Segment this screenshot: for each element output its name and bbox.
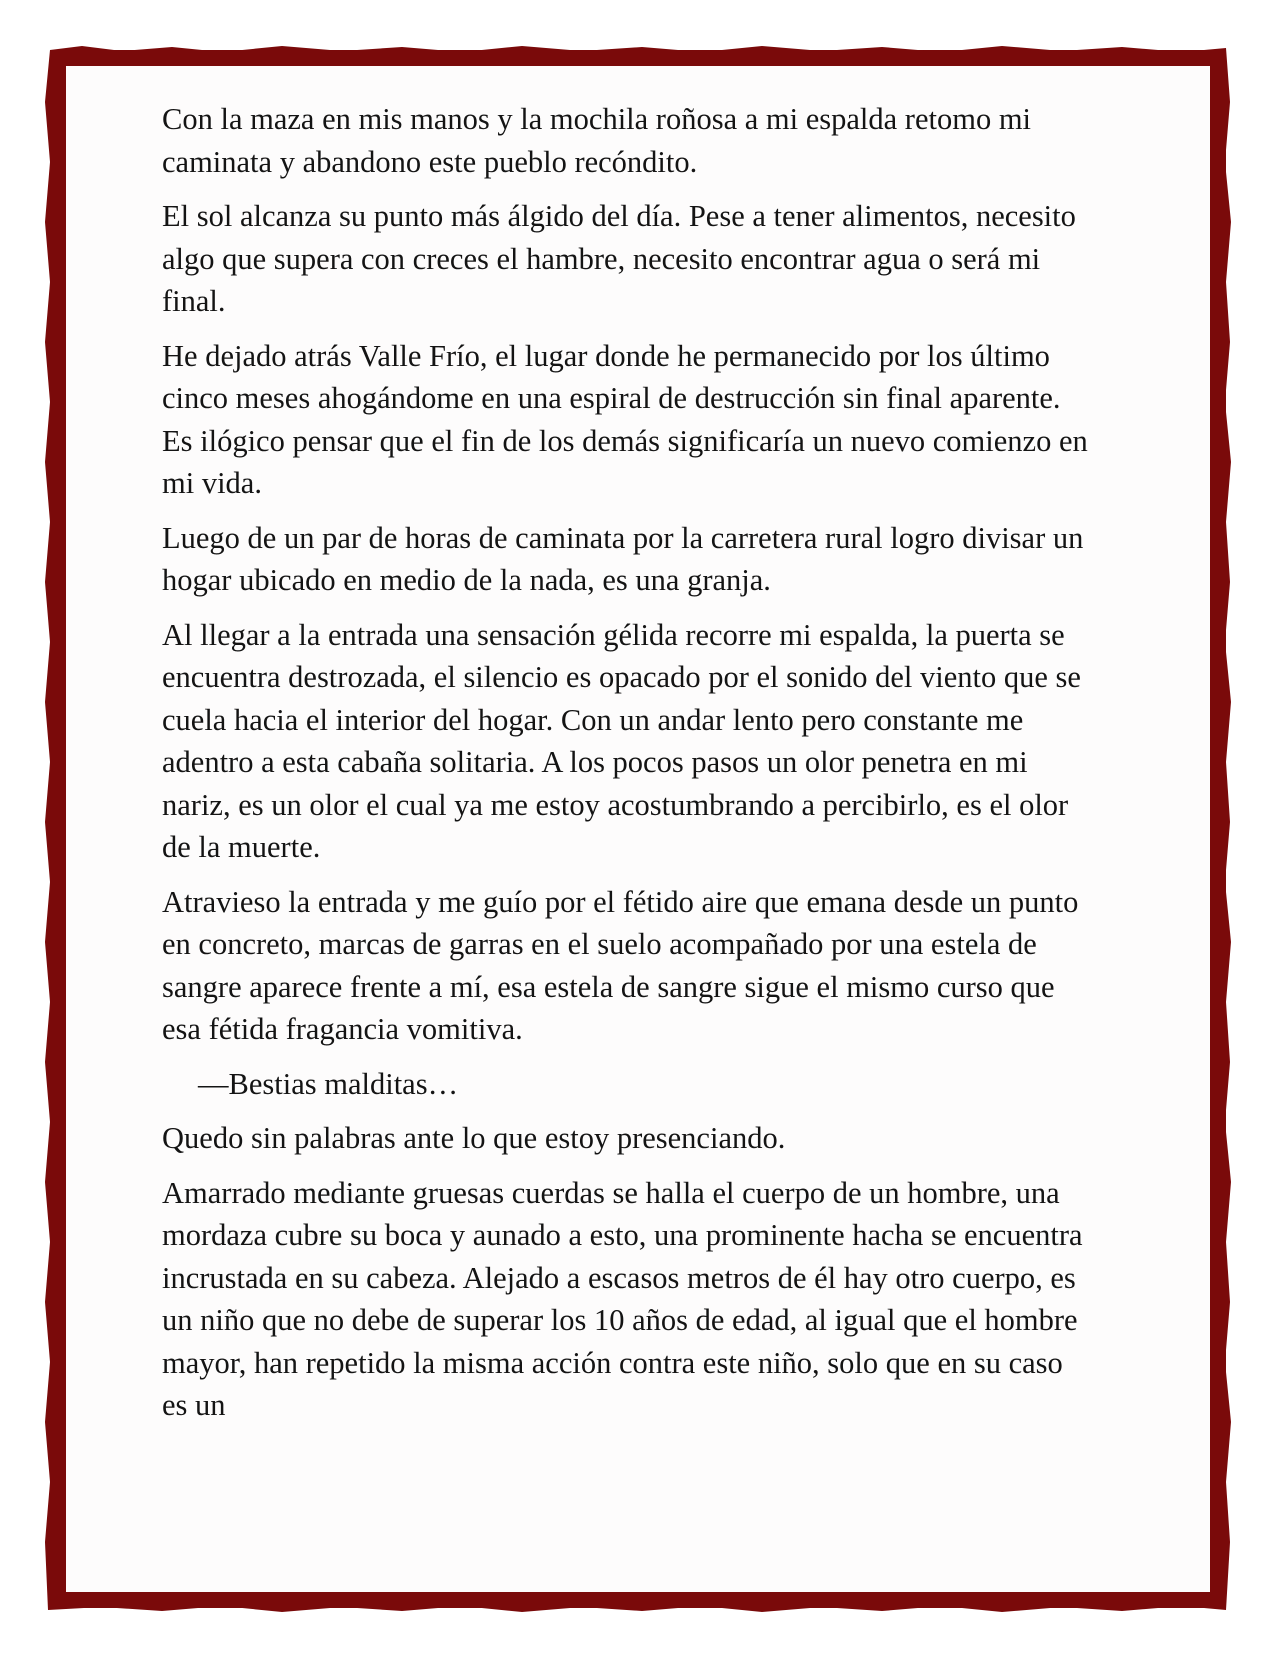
paragraph: Quedo sin palabras ante lo que estoy presenciando. bbox=[162, 1121, 786, 1155]
paragraph: El sol alcanza su punto más álgido del día. Pese a tener alimentos, necesito algo que supera con creces el hambre, necesito encontrar agua o será mi final. bbox=[162, 199, 1076, 318]
story-text bbox=[162, 98, 1092, 1439]
paragraph: Atravieso la entrada y me guío por el fétido aire que emana desde un punto en concreto, marcas de garras en el suelo acompañado por una estela de sangre aparece frente a mí, esa estela de sangre sigue el mismo curso que esa fétida fragancia vomitiva. bbox=[162, 884, 1079, 1046]
paragraph: Al llegar a la entrada una sensación gélida recorre mi espalda, la puerta se encuentra destrozada, el silencio es opacado por el sonido del viento que se cuela hacia el interior del hogar. Con un andar lento pero constante me adentro a esta cabaña solitaria. A los pocos pasos un olor penetra en mi nariz, es un olor el cual ya me estoy acostumbrando a percibirlo, es el olor de la muerte. bbox=[162, 617, 1081, 864]
paragraph: He dejado atrás Valle Frío, el lugar donde he permanecido por los último cinco meses ahogándome en una espiral de destrucción sin final aparente. Es ilógico pensar que el fin de los demás significaría un nuevo comienzo en mi vida. bbox=[162, 338, 1088, 500]
dialogue-line: —Bestias malditas… bbox=[198, 1066, 459, 1101]
paragraph: Con la maza en mis manos y la mochila roñosa a mi espalda retomo mi caminata y abandono este pueblo recóndito. bbox=[162, 102, 1032, 179]
paragraph: Amarrado mediante gruesas cuerdas se halla el cuerpo de un hombre, una mordaza cubre su boca y aunado a esto, una prominente hacha se encuentra incrustada en su cabeza. Alejado a escasos metros de él hay otro cuerpo, es un niño que no debe de superar los 10 años de edad, al igual que el hombre mayor, han repetido la misma acción contra este niño, solo que en su caso es un bbox=[162, 1175, 1083, 1422]
paragraph: Luego de un par de horas de caminata por la carretera rural logro divisar un hogar ubicado en medio de la nada, es una granja. bbox=[162, 520, 1084, 597]
